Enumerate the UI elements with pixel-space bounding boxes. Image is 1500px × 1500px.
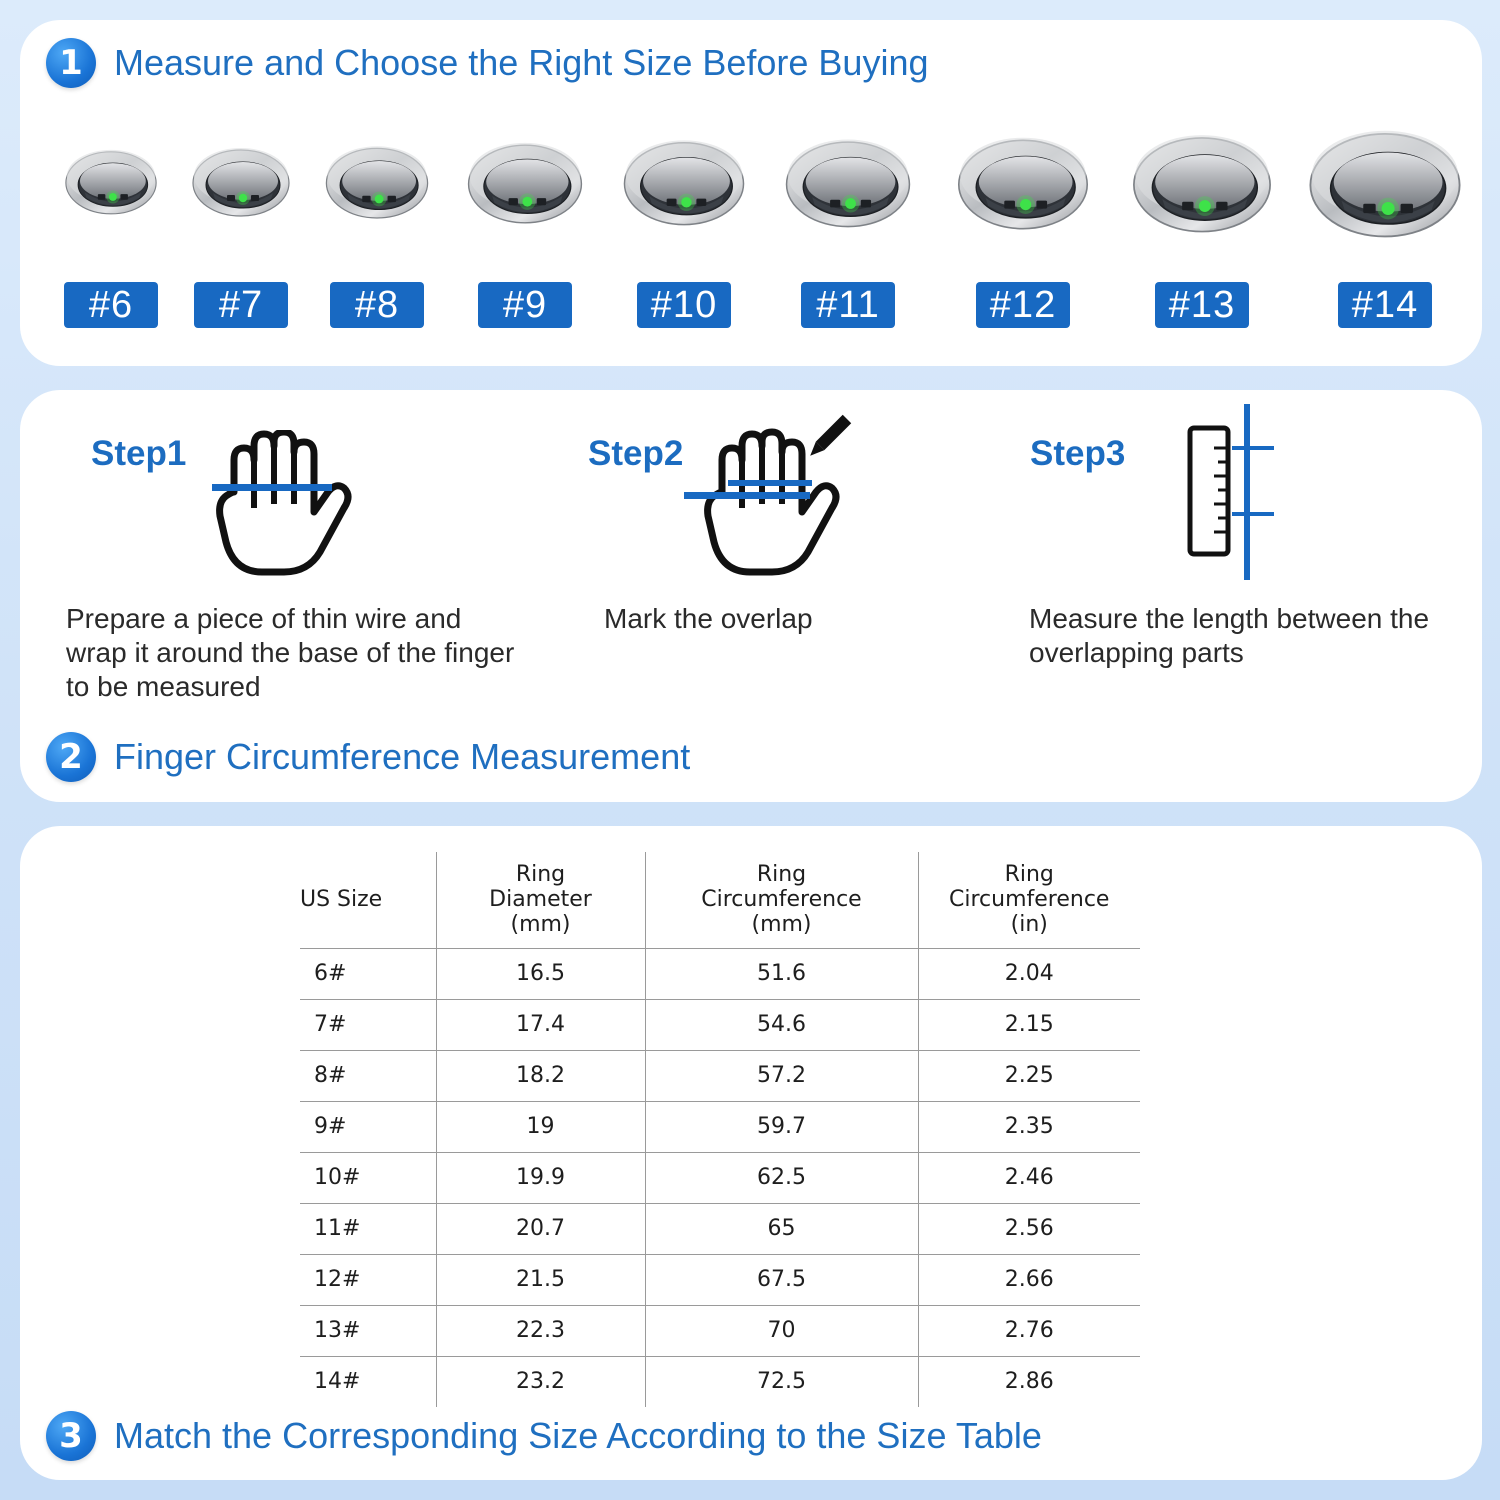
header-ring-diameter [436, 852, 645, 948]
header-text: Diameter [489, 887, 592, 913]
table-cell: 6# [300, 948, 436, 999]
section1-number-badge: 1 [46, 38, 96, 88]
table-cell: 65 [645, 1203, 918, 1254]
table-row [300, 1356, 1140, 1407]
header-text: Circumference [949, 887, 1110, 913]
step3-description: Measure the length between the overlapping parts [1029, 603, 1430, 668]
table-header-row [300, 852, 1140, 948]
header-text: Ring [515, 862, 566, 888]
table-cell: 19.9 [436, 1152, 645, 1203]
section3-title: Match the Corresponding Size According to the Size Table [114, 1415, 1042, 1456]
header-text: (mm) [751, 912, 812, 938]
table-cell: 21.5 [436, 1254, 645, 1305]
table-cell: 17.4 [436, 999, 645, 1050]
table-cell: 62.5 [645, 1152, 918, 1203]
table-cell: 16.5 [436, 948, 645, 999]
ring-sizes-card [20, 20, 1482, 366]
size-tag: #6 [64, 282, 158, 328]
size-tag: #8 [330, 282, 424, 328]
table-cell: 70 [645, 1305, 918, 1356]
table-cell: 10# [300, 1152, 436, 1203]
table-cell: 19 [436, 1101, 645, 1152]
section2-number-badge: 2 [46, 732, 96, 782]
table-cell: 72.5 [645, 1356, 918, 1407]
hand-pen-icon [680, 410, 870, 580]
step2-description: Mark the overlap [604, 603, 813, 634]
table-cell: 11# [300, 1203, 436, 1254]
size-tag: #11 [801, 282, 895, 328]
ruler-icon [1180, 402, 1290, 582]
measurement-steps-card [20, 390, 1482, 802]
size-table-card [20, 826, 1482, 1480]
size-tag: #7 [194, 282, 288, 328]
step3-label: Step3 [1030, 434, 1126, 473]
table-cell: 14# [314, 1369, 361, 1395]
ring-image [324, 141, 430, 219]
section1-title: Measure and Choose the Right Size Before Buying [114, 42, 929, 83]
header-text: Ring [1004, 862, 1054, 888]
table-cell: 2.66 [918, 1254, 1140, 1305]
hand-wire-icon [212, 430, 352, 580]
section1-header [46, 38, 928, 88]
table-cell: 2.15 [918, 999, 1140, 1050]
ring-image [784, 133, 912, 228]
section2-header [46, 732, 690, 782]
table-cell: 57.2 [645, 1050, 918, 1101]
table-body [300, 948, 1140, 1407]
table-row [300, 1203, 1140, 1254]
table-cell: 67.5 [645, 1254, 918, 1305]
header-text: Ring [756, 862, 807, 888]
table-cell: 2.56 [918, 1203, 1140, 1254]
ring-image [191, 143, 291, 217]
table-cell: 2.76 [918, 1305, 1140, 1356]
step1-label: Step1 [91, 434, 187, 473]
table-row [300, 1050, 1140, 1101]
ring-image [64, 145, 158, 215]
ring-image [1307, 123, 1463, 238]
table-cell: 2.25 [918, 1050, 1140, 1101]
table-cell: 51.6 [645, 948, 918, 999]
table-row [300, 1305, 1140, 1356]
header-ring-circumference-in [918, 852, 1140, 948]
table-cell: 9# [300, 1101, 436, 1152]
step2-label: Step2 [588, 434, 684, 473]
table-cell: 54.6 [645, 999, 918, 1050]
table-cell: 23.2 [436, 1356, 645, 1407]
table-cell: 2.04 [918, 948, 1140, 999]
table-row [300, 1152, 1140, 1203]
size-tag: #9 [478, 282, 572, 328]
table-cell: 59.7 [645, 1101, 918, 1152]
table-cell: 7# [300, 999, 436, 1050]
table-cell: 2.46 [918, 1152, 1140, 1203]
header-text: US Size [300, 887, 383, 913]
table-cell: 2.86 [918, 1356, 1140, 1407]
table-cell: 8# [300, 1050, 436, 1101]
size-tag: #13 [1155, 282, 1249, 328]
table-row [300, 1254, 1140, 1305]
size-tag: #14 [1338, 282, 1432, 328]
table-row [300, 1101, 1140, 1152]
header-text: (in) [1010, 912, 1048, 938]
section3-number-badge: 3 [46, 1411, 96, 1461]
ring-image [956, 131, 1090, 230]
table-cell: 2.35 [918, 1101, 1140, 1152]
ring-image [622, 134, 746, 226]
header-ring-circumference-mm [645, 852, 918, 948]
header-us-size [300, 852, 436, 948]
ring-image [1131, 128, 1273, 233]
table-cell: 20.7 [436, 1203, 645, 1254]
table-cell: 22.3 [436, 1305, 645, 1356]
header-text: Circumference [701, 887, 862, 913]
table-cell: 18.2 [436, 1050, 645, 1101]
table-cell: 13# [300, 1305, 436, 1356]
section3-header [46, 1411, 1042, 1461]
step1-description: Prepare a piece of thin wire and wrap it around the base of the finger to be measured [66, 603, 515, 702]
header-text: (mm) [510, 912, 571, 938]
table-cell: 12# [300, 1254, 436, 1305]
size-tag: #12 [976, 282, 1070, 328]
size-tag: #10 [637, 282, 731, 328]
table-row [300, 948, 1140, 999]
ring-image [466, 137, 584, 224]
table-row [300, 999, 1140, 1050]
size-table [300, 852, 1140, 1407]
section2-title: Finger Circumference Measurement [114, 736, 691, 777]
